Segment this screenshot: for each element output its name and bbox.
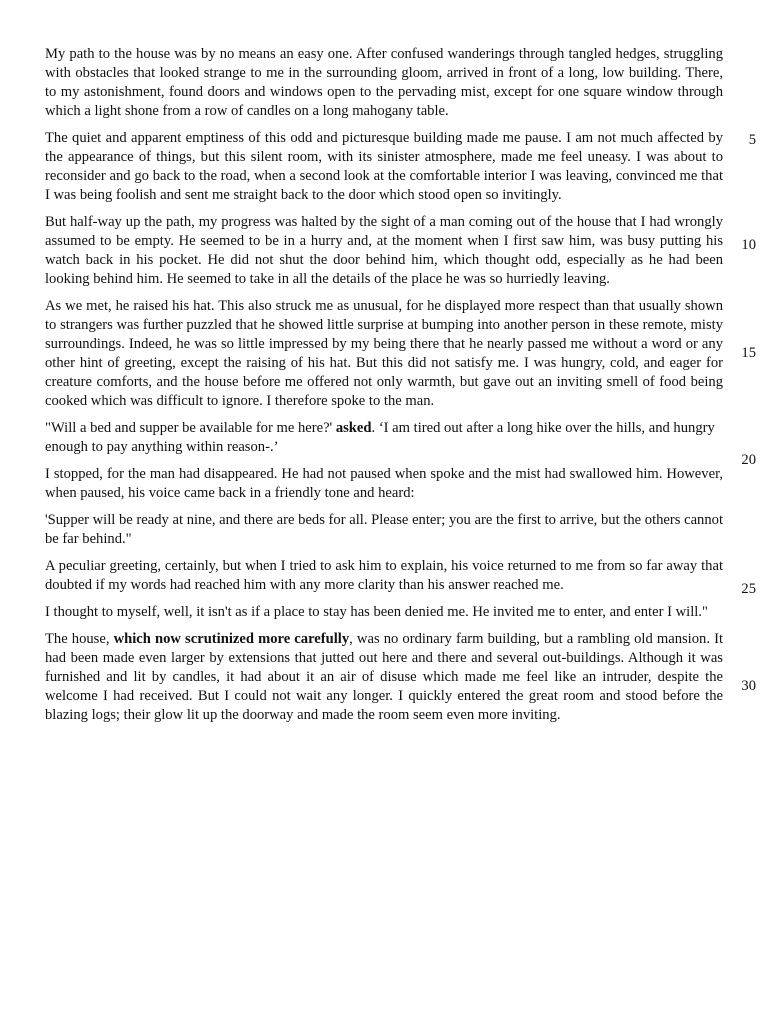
paragraph-10 [45,630,723,725]
line-number: 15 [741,345,756,361]
paragraph-2: The quiet and apparent emptiness of this odd and picturesque building made me pause. I am not much affected by the appearance of things, but this silent room, with its sinister atmosphere, made me feel uneasy. I was about to reconsider and go back to the road, when a second look at the comfortable interior I was leaving, convinced me that I was being foolish and sent me straight back to the door which stood open so invitingly. [45,130,723,203]
passage-text [45,45,723,733]
paragraph-10-bold: which now scrutinized more carefully [113,631,350,647]
paragraph-4: As we met, he raised his hat. This also struck me as unusual, for he displayed more respect than that usually shown to strangers was further puzzled that he showed little surprise at bumping into another person in these remote, misty surroundings. Indeed, he was so little impressed by my being there that he nearly passed me without a word or any other hint of greeting, except the raising of his hat. But this did not satisfy me. I was hungry, cold, and eager for creature comforts, and the house before me offered not only warmth, but gave out an inviting smell of food being cooked which was difficult to ignore. I therefore spoke to the man. [45,298,723,409]
paragraph-1: My path to the house was by no means an easy one. After confused wanderings through tangled hedges, struggling with obstacles that looked strange to me in the surrounding gloom, arrived in front of a long, low building. There, to my astonishment, found doors and windows open to the pervading mist, except for one square window through which a light shone from a row of candles on a long mahogany table. [45,46,723,119]
paragraph-7: 'Supper will be ready at nine, and there are beds for all. Please enter; you are the first to arrive, but the others cannot be far behind." [45,512,723,547]
paragraph-9: I thought to myself, well, it isn't as if a place to stay has been denied me. He invited me to enter, and enter I will." [45,604,708,620]
line-number: 20 [741,452,756,468]
line-number-margin [726,0,756,1024]
paragraph-6: I stopped, for the man had disappeared. He had not paused when spoke and the mist had swallowed him. However, when paused, his voice came back in a friendly tone and heard: [45,466,723,501]
paragraph-10-text-before: The house, [45,631,114,647]
paragraph-3: But half-way up the path, my progress was halted by the sight of a man coming out of the house that I had wrongly assumed to be empty. He seemed to be in a hurry and, at the moment when I first saw him, was busy putting his watch back in his pocket. He did not shut the door behind him, which thought odd, especially as he had been looking behind him. He seemed to take in all the details of the place he was so hurriedly leaving. [45,214,723,287]
line-number: 30 [741,678,756,694]
paragraph-5-text-before: "Will a bed and supper be available for me here?' [45,420,336,436]
line-number: 25 [741,581,756,597]
paragraph-10-text-after: , was no ordinary farm building, but a rambling old mansion. It had been made even larger by extensions that jutted out here and there and several out-buildings. Although it was furnished and lit by candles, it had about it an air of disuse which made me feel like an intruder, despite the welcome I had received. But I could not wait any longer. I quickly entered the great room and stood before the blazing logs; their glow lit up the doorway and made the room seem even more inviting. [45,631,724,723]
paragraph-5-text-after: . ‘I am tired out after a long hike over the hills, and hungry enough to pay anything within reason-.’ [45,420,715,455]
paragraph-8: A peculiar greeting, certainly, but when I tried to ask him to explain, his voice returned to me from so far away that doubted if my words had reached him with any more clarity than his answer reached me. [45,558,723,593]
line-number: 5 [748,132,756,148]
paragraph-5-bold: asked [335,420,372,436]
paragraph-5 [45,419,723,457]
line-number: 10 [741,237,756,253]
